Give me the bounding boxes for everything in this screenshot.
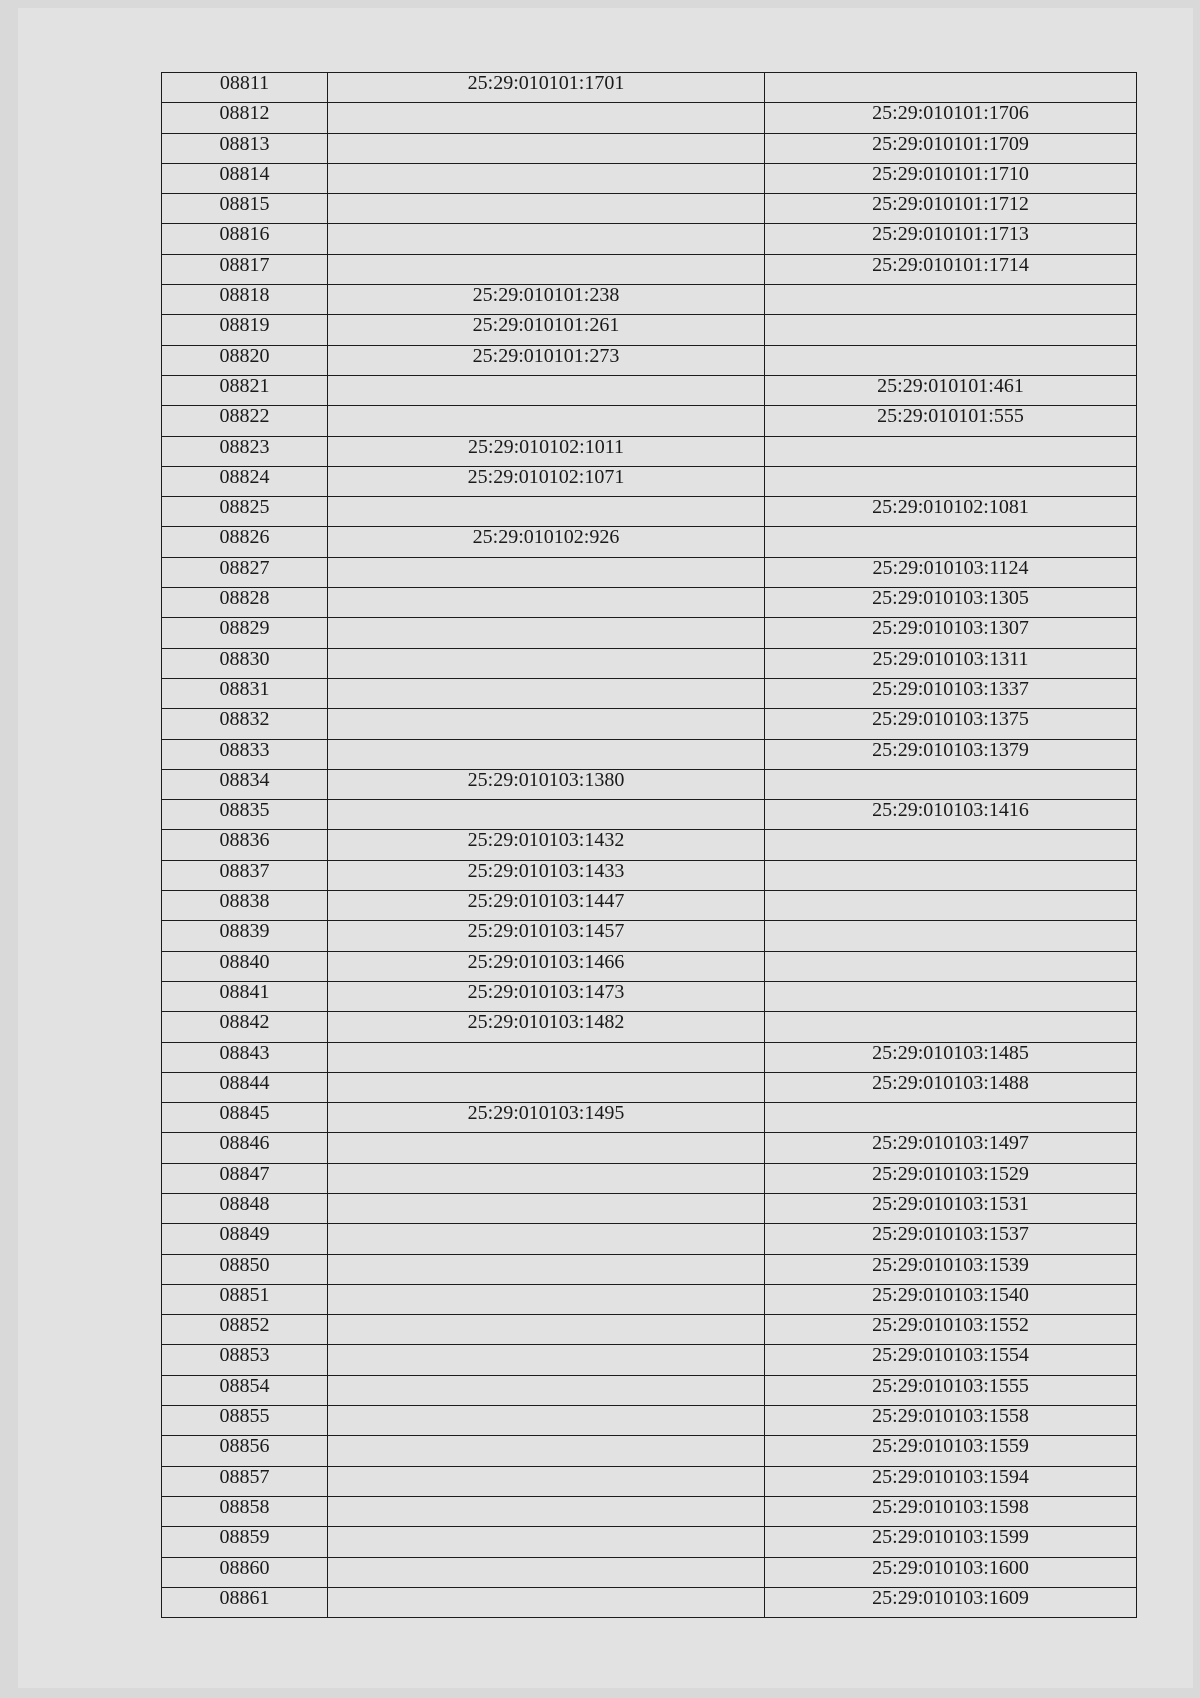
cadastral-number-cell-col3: 25:29:010103:1594	[765, 1466, 1137, 1496]
table-body	[162, 73, 1137, 1618]
row-number-cell: 08844	[162, 1072, 328, 1102]
cadastral-number-cell-col3: 25:29:010101:461	[765, 375, 1137, 405]
row-number-cell: 08859	[162, 1527, 328, 1557]
table-row	[162, 769, 1137, 799]
cadastral-number-cell-col2	[328, 1315, 765, 1345]
table-row	[162, 1436, 1137, 1466]
cadastral-number-cell-col3: 25:29:010103:1529	[765, 1163, 1137, 1193]
row-number-cell: 08825	[162, 497, 328, 527]
row-number-cell: 08820	[162, 345, 328, 375]
table-row	[162, 1133, 1137, 1163]
table-row	[162, 406, 1137, 436]
cadastral-number-cell-col3	[765, 891, 1137, 921]
cadastral-number-cell-col3: 25:29:010103:1559	[765, 1436, 1137, 1466]
cadastral-number-cell-col3: 25:29:010103:1497	[765, 1133, 1137, 1163]
cadastral-number-cell-col3: 25:29:010103:1554	[765, 1345, 1137, 1375]
cadastral-number-cell-col2	[328, 103, 765, 133]
row-number-cell: 08835	[162, 800, 328, 830]
cadastral-number-cell-col2: 25:29:010102:1011	[328, 436, 765, 466]
row-number-cell: 08856	[162, 1436, 328, 1466]
cadastral-number-cell-col2	[328, 1133, 765, 1163]
table-row	[162, 709, 1137, 739]
row-number-cell: 08839	[162, 921, 328, 951]
table-row	[162, 1284, 1137, 1314]
cadastral-number-cell-col2	[328, 618, 765, 648]
cadastral-number-cell-col3: 25:29:010103:1609	[765, 1587, 1137, 1617]
table-row	[162, 1315, 1137, 1345]
cadastral-number-cell-col3: 25:29:010103:1416	[765, 800, 1137, 830]
cadastral-number-cell-col3	[765, 769, 1137, 799]
cadastral-number-cell-col2	[328, 1042, 765, 1072]
cadastral-number-cell-col3: 25:29:010103:1375	[765, 709, 1137, 739]
row-number-cell: 08849	[162, 1224, 328, 1254]
cadastral-number-cell-col2: 25:29:010103:1457	[328, 921, 765, 951]
table-row	[162, 224, 1137, 254]
table-row	[162, 1012, 1137, 1042]
cadastral-number-cell-col2	[328, 739, 765, 769]
cadastral-number-cell-col3: 25:29:010103:1555	[765, 1375, 1137, 1405]
table-row	[162, 103, 1137, 133]
table-row	[162, 1042, 1137, 1072]
table-row	[162, 921, 1137, 951]
cadastral-number-cell-col2: 25:29:010101:273	[328, 345, 765, 375]
cadastral-number-cell-col2	[328, 1193, 765, 1223]
table-row	[162, 951, 1137, 981]
cadastral-number-cell-col3: 25:29:010103:1305	[765, 588, 1137, 618]
cadastral-number-cell-col3: 25:29:010101:1706	[765, 103, 1137, 133]
cadastral-number-cell-col3	[765, 981, 1137, 1011]
cadastral-number-cell-col2	[328, 1163, 765, 1193]
cadastral-number-cell-col2	[328, 800, 765, 830]
cadastral-number-cell-col2	[328, 1284, 765, 1314]
row-number-cell: 08817	[162, 254, 328, 284]
table-row	[162, 1496, 1137, 1526]
cadastral-number-cell-col2	[328, 1406, 765, 1436]
row-number-cell: 08850	[162, 1254, 328, 1284]
cadastral-number-cell-col2	[328, 709, 765, 739]
cadastral-number-cell-col2	[328, 133, 765, 163]
row-number-cell: 08823	[162, 436, 328, 466]
row-number-cell: 08861	[162, 1587, 328, 1617]
row-number-cell: 08829	[162, 618, 328, 648]
table-row	[162, 375, 1137, 405]
row-number-cell: 08857	[162, 1466, 328, 1496]
cadastral-number-cell-col3: 25:29:010103:1311	[765, 648, 1137, 678]
cadastral-number-cell-col2	[328, 1587, 765, 1617]
cadastral-number-cell-col3: 25:29:010103:1485	[765, 1042, 1137, 1072]
table-row	[162, 1406, 1137, 1436]
cadastral-number-cell-col2	[328, 1375, 765, 1405]
table-row	[162, 648, 1137, 678]
table-row	[162, 1163, 1137, 1193]
row-number-cell: 08826	[162, 527, 328, 557]
table-row	[162, 891, 1137, 921]
row-number-cell: 08854	[162, 1375, 328, 1405]
row-number-cell: 08815	[162, 194, 328, 224]
cadastral-number-cell-col3: 25:29:010103:1558	[765, 1406, 1137, 1436]
table-row	[162, 800, 1137, 830]
row-number-cell: 08858	[162, 1496, 328, 1526]
cadastral-number-cell-col3: 25:29:010101:1713	[765, 224, 1137, 254]
cadastral-number-cell-col2	[328, 588, 765, 618]
cadastral-number-cell-col2	[328, 557, 765, 587]
table-row	[162, 557, 1137, 587]
table-row	[162, 163, 1137, 193]
cadastral-number-cell-col2	[328, 1072, 765, 1102]
cadastral-number-cell-col2: 25:29:010101:238	[328, 285, 765, 315]
cadastral-number-cell-col3: 25:29:010101:1714	[765, 254, 1137, 284]
table-row	[162, 1254, 1137, 1284]
row-number-cell: 08828	[162, 588, 328, 618]
cadastral-number-cell-col3	[765, 345, 1137, 375]
table-row	[162, 1224, 1137, 1254]
cadastral-number-cell-col3	[765, 73, 1137, 103]
row-number-cell: 08813	[162, 133, 328, 163]
table-row	[162, 981, 1137, 1011]
cadastral-number-cell-col3: 25:29:010103:1552	[765, 1315, 1137, 1345]
cadastral-number-cell-col3	[765, 285, 1137, 315]
row-number-cell: 08845	[162, 1103, 328, 1133]
cadastral-number-cell-col3: 25:29:010103:1600	[765, 1557, 1137, 1587]
cadastral-number-cell-col2: 25:29:010103:1380	[328, 769, 765, 799]
table-row	[162, 466, 1137, 496]
row-number-cell: 08830	[162, 648, 328, 678]
row-number-cell: 08843	[162, 1042, 328, 1072]
cadastral-number-cell-col2	[328, 224, 765, 254]
table-row	[162, 678, 1137, 708]
cadastral-number-cell-col3: 25:29:010103:1540	[765, 1284, 1137, 1314]
cadastral-number-cell-col2: 25:29:010103:1447	[328, 891, 765, 921]
cadastral-number-cell-col2: 25:29:010102:1071	[328, 466, 765, 496]
table-row	[162, 1072, 1137, 1102]
cadastral-number-cell-col2: 25:29:010103:1433	[328, 860, 765, 890]
cadastral-number-cell-col2: 25:29:010103:1466	[328, 951, 765, 981]
cadastral-number-cell-col3	[765, 527, 1137, 557]
cadastral-number-cell-col2	[328, 1557, 765, 1587]
row-number-cell: 08816	[162, 224, 328, 254]
cadastral-number-cell-col2	[328, 1224, 765, 1254]
table-row	[162, 254, 1137, 284]
table-row	[162, 830, 1137, 860]
row-number-cell: 08853	[162, 1345, 328, 1375]
row-number-cell: 08821	[162, 375, 328, 405]
row-number-cell: 08851	[162, 1284, 328, 1314]
table-row	[162, 1103, 1137, 1133]
cadastral-number-cell-col3: 25:29:010103:1539	[765, 1254, 1137, 1284]
cadastral-number-cell-col2	[328, 254, 765, 284]
cadastral-number-cell-col2	[328, 406, 765, 436]
row-number-cell: 08838	[162, 891, 328, 921]
cadastral-number-cell-col3: 25:29:010102:1081	[765, 497, 1137, 527]
cadastral-number-cell-col3: 25:29:010103:1337	[765, 678, 1137, 708]
cadastral-number-cell-col3	[765, 315, 1137, 345]
cadastral-number-cell-col3	[765, 830, 1137, 860]
row-number-cell: 08812	[162, 103, 328, 133]
cadastral-number-cell-col2: 25:29:010103:1482	[328, 1012, 765, 1042]
table-row	[162, 1527, 1137, 1557]
table-row	[162, 527, 1137, 557]
cadastral-number-table	[161, 72, 1137, 1618]
cadastral-number-cell-col3	[765, 466, 1137, 496]
cadastral-number-cell-col3: 25:29:010103:1537	[765, 1224, 1137, 1254]
table-row	[162, 739, 1137, 769]
table-row	[162, 1587, 1137, 1617]
table-row	[162, 588, 1137, 618]
table-row	[162, 497, 1137, 527]
cadastral-number-cell-col2	[328, 1466, 765, 1496]
table-row	[162, 1193, 1137, 1223]
table-row	[162, 860, 1137, 890]
cadastral-number-cell-col2	[328, 1254, 765, 1284]
cadastral-number-cell-col2: 25:29:010103:1432	[328, 830, 765, 860]
cadastral-number-cell-col3: 25:29:010101:1712	[765, 194, 1137, 224]
cadastral-number-cell-col3: 25:29:010103:1379	[765, 739, 1137, 769]
cadastral-number-cell-col3: 25:29:010103:1599	[765, 1527, 1137, 1557]
row-number-cell: 08827	[162, 557, 328, 587]
table-row	[162, 133, 1137, 163]
table-row	[162, 285, 1137, 315]
cadastral-number-cell-col3: 25:29:010103:1531	[765, 1193, 1137, 1223]
row-number-cell: 08818	[162, 285, 328, 315]
cadastral-number-cell-col2	[328, 163, 765, 193]
table-row	[162, 436, 1137, 466]
cadastral-number-cell-col3: 25:29:010103:1307	[765, 618, 1137, 648]
cadastral-number-cell-col2	[328, 648, 765, 678]
cadastral-number-cell-col3: 25:29:010103:1598	[765, 1496, 1137, 1526]
row-number-cell: 08832	[162, 709, 328, 739]
cadastral-number-cell-col2: 25:29:010101:1701	[328, 73, 765, 103]
row-number-cell: 08824	[162, 466, 328, 496]
table-row	[162, 1345, 1137, 1375]
cadastral-number-cell-col3: 25:29:010103:1488	[765, 1072, 1137, 1102]
row-number-cell: 08811	[162, 73, 328, 103]
cadastral-number-cell-col3	[765, 1103, 1137, 1133]
row-number-cell: 08852	[162, 1315, 328, 1345]
cadastral-number-cell-col2	[328, 497, 765, 527]
row-number-cell: 08842	[162, 1012, 328, 1042]
cadastral-number-cell-col3: 25:29:010101:1710	[765, 163, 1137, 193]
row-number-cell: 08860	[162, 1557, 328, 1587]
cadastral-number-cell-col2	[328, 194, 765, 224]
table-row	[162, 194, 1137, 224]
row-number-cell: 08831	[162, 678, 328, 708]
cadastral-number-cell-col2	[328, 1496, 765, 1526]
cadastral-number-cell-col2	[328, 1527, 765, 1557]
row-number-cell: 08833	[162, 739, 328, 769]
table-row	[162, 1466, 1137, 1496]
cadastral-number-cell-col2: 25:29:010102:926	[328, 527, 765, 557]
cadastral-number-cell-col2: 25:29:010103:1495	[328, 1103, 765, 1133]
row-number-cell: 08814	[162, 163, 328, 193]
cadastral-number-cell-col2	[328, 1436, 765, 1466]
row-number-cell: 08841	[162, 981, 328, 1011]
paper-sheet	[18, 8, 1193, 1688]
cadastral-number-cell-col3	[765, 1012, 1137, 1042]
row-number-cell: 08847	[162, 1163, 328, 1193]
cadastral-number-cell-col2: 25:29:010101:261	[328, 315, 765, 345]
cadastral-number-cell-col3: 25:29:010101:1709	[765, 133, 1137, 163]
cadastral-number-cell-col3	[765, 921, 1137, 951]
table-row	[162, 1375, 1137, 1405]
cadastral-number-cell-col3	[765, 951, 1137, 981]
row-number-cell: 08855	[162, 1406, 328, 1436]
cadastral-number-cell-col3	[765, 436, 1137, 466]
cadastral-number-cell-col2	[328, 678, 765, 708]
table-row	[162, 73, 1137, 103]
table-row	[162, 315, 1137, 345]
cadastral-number-cell-col2	[328, 375, 765, 405]
row-number-cell: 08840	[162, 951, 328, 981]
cadastral-number-cell-col2: 25:29:010103:1473	[328, 981, 765, 1011]
cadastral-number-cell-col2	[328, 1345, 765, 1375]
row-number-cell: 08836	[162, 830, 328, 860]
row-number-cell: 08819	[162, 315, 328, 345]
row-number-cell: 08834	[162, 769, 328, 799]
cadastral-number-cell-col3	[765, 860, 1137, 890]
row-number-cell: 08837	[162, 860, 328, 890]
row-number-cell: 08822	[162, 406, 328, 436]
cadastral-number-cell-col3: 25:29:010101:555	[765, 406, 1137, 436]
row-number-cell: 08848	[162, 1193, 328, 1223]
cadastral-number-cell-col3: 25:29:010103:1124	[765, 557, 1137, 587]
row-number-cell: 08846	[162, 1133, 328, 1163]
table-row	[162, 618, 1137, 648]
table-row	[162, 345, 1137, 375]
table-row	[162, 1557, 1137, 1587]
